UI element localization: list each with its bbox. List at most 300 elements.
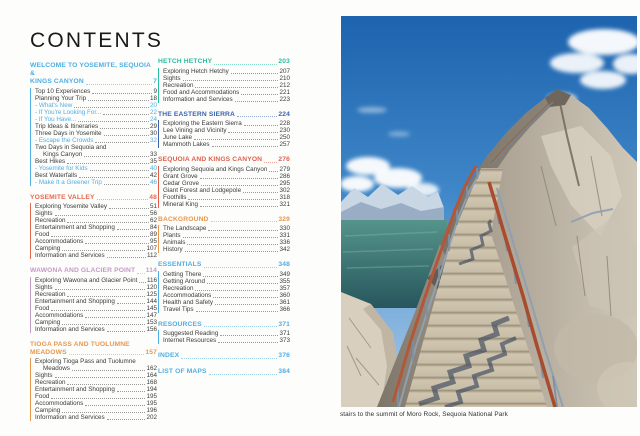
toc-item-label: Exploring Wawona and Glacier Point [35,276,138,284]
dotted-leader [117,229,149,230]
toc-item-page: 230 [279,127,290,134]
section-items [158,271,290,313]
dotted-leader [79,177,149,178]
section-title-row [30,194,157,202]
toc-item-page: 20 [149,101,157,109]
dotted-leader [187,244,278,245]
toc-item-page: 145 [146,304,157,312]
dotted-leader [107,419,146,420]
dotted-leader [51,236,149,237]
dotted-leader [212,146,279,147]
toc-item-page: 194 [146,386,157,393]
toc-item [35,291,157,298]
dotted-leader [104,184,149,185]
toc-item-label: - What's New [35,101,73,109]
toc-item [35,372,157,379]
toc-item [35,277,157,284]
dotted-leader [51,310,145,311]
toc-item [35,109,157,116]
toc-item-page: 349 [279,270,290,278]
dotted-leader [181,358,277,359]
toc-item-label: Cedar Grove [163,179,200,187]
dotted-leader [67,384,145,385]
toc-item-label: Sights [35,283,53,291]
dotted-leader [85,317,145,318]
toc-item [35,319,157,326]
section-page-number: 7 [153,78,157,85]
toc-section [30,62,157,186]
dotted-leader [209,374,278,375]
section-header [158,156,290,164]
toc-item-label: Sights [35,372,53,379]
toc-section [158,321,290,345]
dotted-leader [269,171,278,172]
section-page-number: 384 [278,368,290,375]
toc-item-label: Plants [163,232,181,239]
dotted-leader [213,297,278,298]
section-items [30,203,157,259]
toc-item-label: Getting Around [163,277,206,285]
toc-section [158,261,290,313]
toc-item [163,166,290,173]
section-page-number: 276 [278,156,290,163]
toc-item [35,379,157,386]
toc-item-page: 153 [146,318,157,326]
toc-item-page: 35 [149,157,157,165]
dotted-leader [84,156,149,157]
toc-item [163,278,290,285]
section-items [30,358,157,421]
section-header [30,62,157,86]
section-title: MEADOWS [30,348,67,356]
toc-item-label: Exploring the Eastern Sierra [163,120,242,127]
section-title: HETCH HETCHY [158,58,213,65]
toc-item [163,232,290,239]
toc-section [158,156,290,208]
toc-item-label: Accommodations [35,311,84,319]
toc-item [163,330,290,337]
toc-item [35,298,157,305]
section-title-row [158,58,290,66]
toc-item-page: 107 [146,245,157,252]
toc-item-label: Exploring Sequoia and Kings Canyon [163,165,268,173]
dotted-leader [67,163,149,164]
toc-item-page: 357 [279,284,290,292]
toc-item-label: Mineral King [163,200,198,208]
toc-item-label: Information and Services [35,325,105,333]
toc-item [163,173,290,180]
toc-item-page: 286 [279,172,290,180]
toc-item-page: 30 [149,129,157,137]
toc-item-page: 295 [279,179,290,187]
dotted-leader [195,290,278,291]
dotted-leader [78,121,149,122]
section-page-number: 348 [278,261,290,268]
toc-item-label: Health and Safety [163,298,214,306]
toc-item-label: Planning Your Trip [35,94,87,102]
toc-column-2 [158,58,290,384]
toc-item-label: Mammoth Lakes [163,141,210,148]
toc-item [35,238,157,245]
toc-item-page: 207 [279,67,290,75]
toc-item-page: 168 [146,379,157,386]
toc-item-page: 116 [146,276,157,284]
dotted-leader [62,412,145,413]
toc-item-page: 24 [149,115,157,123]
section-title-line1: WELCOME TO YOSEMITE, SEQUOIA & [30,62,151,77]
toc-item-label: Grant Grove [163,172,198,180]
dotted-leader [90,170,149,171]
toc-item-label: Foothills [163,193,187,201]
dotted-leader [200,178,279,179]
section-header [158,261,290,269]
dotted-leader [100,128,149,129]
section-page-number: 376 [278,352,290,359]
toc-item-label: - Make It a Greener Trip [35,178,102,186]
toc-item [35,210,157,217]
toc-item [163,239,290,246]
toc-item-label: Travel Tips [163,305,194,313]
toc-item-label: Recreation [163,284,194,292]
toc-item-label: Information and Services [163,95,233,103]
toc-item-page: 342 [279,246,290,253]
dotted-leader [185,251,279,252]
section-header [158,111,290,119]
toc-item-page: 195 [146,393,157,400]
dotted-leader [92,93,152,94]
toc-item-page: 56 [149,210,157,217]
dotted-leader [95,142,149,143]
toc-item-label: Three Days in Yosemite [35,129,102,137]
toc-item [163,82,290,89]
toc-item [35,245,157,252]
toc-item-label: Food [35,231,50,238]
section-page-number: 157 [145,348,157,356]
toc-item-page: 279 [279,165,290,173]
dotted-leader [204,267,278,268]
section-header [158,321,290,329]
toc-item [163,89,290,96]
toc-item [35,102,157,109]
section-header [158,216,290,224]
toc-item-page: 212 [279,81,290,89]
toc-item-label: Entertainment and Shopping [35,386,115,393]
toc-item-page: 331 [279,232,290,239]
dotted-leader [51,398,145,399]
toc-item-label: Lee Vining and Vicinity [163,127,227,134]
section-header [30,341,157,357]
dotted-leader [86,84,152,85]
toc-item [35,144,157,151]
toc-section [158,58,290,103]
toc-item [35,95,157,102]
toc-item-label: - If You're Looking For... [35,108,102,116]
toc-item-page: 196 [146,407,157,414]
dotted-leader [204,326,278,327]
dotted-leader [85,405,145,406]
dotted-leader [203,276,278,277]
toc-item-page: 360 [279,291,290,299]
section-title: THE EASTERN SIERRA [158,110,236,118]
toc-item-page: 125 [146,290,157,298]
toc-item-label: Camping [35,407,61,414]
section-title-row [30,78,157,86]
dotted-leader [62,250,145,251]
toc-item-page: 321 [279,200,290,208]
section-title-row [158,368,290,376]
toc-item [35,217,157,224]
section-title-row [158,261,290,269]
toc-column-1 [30,62,157,429]
toc-item-page: 9 [153,87,157,95]
toc-item-label: Food [35,304,50,312]
dotted-leader [55,377,146,378]
toc-item [35,116,157,123]
toc-item-label: Camping [35,245,61,252]
toc-item [163,68,290,75]
toc-item-page: 40 [149,164,157,172]
section-title: SEQUOIA AND KINGS CANYON [158,156,263,163]
toc-item-page: 371 [279,330,290,337]
toc-item [163,96,290,103]
toc-item [163,306,290,313]
toc-item [35,305,157,312]
toc-item [163,292,290,299]
toc-item-label: Two Days in Sequoia and [35,143,107,151]
toc-item [163,75,290,82]
toc-item-label: History [163,246,183,253]
toc-item-page: 62 [149,217,157,224]
toc-item-label: Suggested Reading [163,330,219,337]
dotted-leader [241,94,278,95]
toc-item-label: Accommodations [35,400,84,407]
toc-item [163,285,290,292]
toc-item-label: Best Waterfalls [35,171,78,179]
toc-item [35,400,157,407]
toc-item-page: 195 [146,400,157,407]
dotted-leader [183,80,279,81]
section-title-line1: TIOGA PASS AND TUOLUMNE [30,340,130,348]
toc-item [35,88,157,95]
toc-item-page: 32 [149,136,157,144]
toc-item-continued [35,151,157,158]
toc-item-page: 210 [279,74,290,82]
section-title-row [158,111,290,119]
dotted-leader [107,331,146,332]
toc-item [35,358,157,365]
toc-item-page: 361 [279,298,290,306]
toc-item-label: Exploring Tioga Pass and Tuolumne [35,358,136,365]
dotted-leader [117,303,146,304]
toc-item [35,137,157,144]
toc-item [35,252,157,259]
toc-item-page: 302 [279,186,290,194]
toc-item-label: Trip Ideas & Itineraries [35,122,99,130]
toc-item-page: 144 [146,297,157,305]
section-items [158,120,290,148]
toc-item-label: Information and Services [35,414,105,421]
photo-caption: stairs to the summit of Moro Rock, Sequoia National Park [340,411,508,418]
toc-item-page: 221 [279,88,290,96]
toc-item-page: 18 [149,94,157,102]
toc-item-label: Getting There [163,270,202,278]
dotted-leader [188,199,278,200]
dotted-leader [235,101,279,102]
toc-item [163,337,290,344]
section-title-row [158,216,290,224]
section-title: WAWONA AND GLACIER POINT [30,267,136,274]
section-items [30,88,157,186]
toc-item [163,201,290,208]
toc-item-page: 33 [149,150,157,158]
toc-item [35,224,157,231]
section-title: KINGS CANYON [30,78,84,85]
toc-item [163,194,290,201]
section-title: BACKGROUND [158,215,209,223]
section-title: YOSEMITE VALLEY [30,193,95,201]
dotted-leader [55,289,146,290]
toc-item-page: 42 [149,171,157,179]
dotted-leader [62,324,145,325]
toc-item [35,203,157,210]
toc-item [35,165,157,172]
toc-item-page: 22 [149,108,157,116]
section-items [158,330,290,344]
section-header [30,194,157,202]
toc-item [35,130,157,137]
section-header [158,58,290,66]
toc-section [30,341,157,422]
toc-item [35,407,157,414]
section-page-number: 114 [145,267,157,274]
toc-item-page: 46 [149,178,157,186]
dotted-leader [72,370,146,371]
toc-item-label: Kings Canyon [43,150,83,158]
toc-item-page: 84 [149,224,157,231]
section-header [158,368,290,376]
toc-item [35,312,157,319]
dotted-leader [218,342,278,343]
toc-item-label: Best Hikes [35,157,66,165]
toc-item-page: 330 [279,225,290,232]
dotted-leader [67,222,149,223]
toc-item [35,393,157,400]
toc-section [30,194,157,260]
dotted-leader [214,64,277,65]
toc-item-page: 366 [279,305,290,313]
dotted-leader [264,162,277,163]
toc-item-page: 120 [146,283,157,291]
toc-item-label: Entertainment and Shopping [35,224,115,231]
toc-item-page: 89 [149,231,157,238]
dotted-leader [74,107,149,108]
section-title-row [30,349,157,357]
dotted-leader [220,335,278,336]
toc-item-page: 373 [279,337,290,344]
toc-item [163,127,290,134]
toc-item-label: Animals [163,239,186,246]
toc-item-page: 29 [149,122,157,130]
toc-section [30,267,157,333]
toc-item-page: 164 [146,372,157,379]
toc-item-label: Recreation [35,217,66,224]
toc-item [163,246,290,253]
toc-item-label: - Escape the Crowds [35,136,94,144]
dotted-leader [196,311,279,312]
toc-item [35,172,157,179]
dotted-leader [208,230,278,231]
dotted-leader [139,282,146,283]
dotted-leader [97,199,149,200]
section-items [30,277,157,333]
toc-item-label: Giant Forest and Lodgepole [163,186,242,194]
dotted-leader [194,139,278,140]
toc-item [163,134,290,141]
toc-item-label: Top 10 Experiences [35,87,91,95]
dotted-leader [195,87,278,88]
section-page-number: 48 [149,193,157,201]
dotted-leader [69,354,145,355]
toc-item-continued [35,365,157,372]
toc-item-page: 112 [146,252,157,259]
toc-item-label: Recreation [163,81,194,89]
dotted-leader [55,215,149,216]
toc-item-page: 147 [146,311,157,319]
section-items [158,225,290,253]
dotted-leader [243,192,278,193]
dotted-leader [207,283,278,284]
page-title: CONTENTS [30,29,164,52]
toc-item-page: 202 [146,414,157,421]
toc-item-label: - If You Have... [35,115,77,123]
section-title-row [158,156,290,164]
dotted-leader [244,125,279,126]
toc-item [163,271,290,278]
toc-item-label: Accommodations [163,291,212,299]
section-title: RESOURCES [158,320,202,328]
toc-item [35,284,157,291]
section-page-number: 203 [278,58,290,65]
toc-item-label: Internet Resources [163,337,217,344]
toc-item-page: 355 [279,277,290,285]
toc-item-page: 51 [149,203,157,210]
toc-item-label: Information and Services [35,252,105,259]
toc-item [35,326,157,333]
section-title: ESSENTIALS [158,261,202,268]
toc-item-label: Food and Accommodations [163,88,240,96]
toc-item [163,299,290,306]
toc-item-label: The Landscape [163,225,207,232]
toc-item-label: Camping [35,318,61,326]
moro-rock-photo [341,16,637,407]
dotted-leader [88,100,149,101]
toc-item-label: - Yosemite for Kids [35,164,88,172]
toc-section [158,368,290,376]
section-header [158,352,290,360]
toc-item-page: 223 [279,95,290,103]
toc-section [158,352,290,360]
dotted-leader [67,296,145,297]
toc-item [35,386,157,393]
toc-item [163,141,290,148]
toc-item-page: 250 [279,134,290,141]
dotted-leader [107,257,146,258]
toc-item-page: 228 [279,120,290,127]
section-title-row [158,352,290,360]
dotted-leader [201,185,278,186]
section-title: LIST OF MAPS [158,368,207,375]
toc-item-page: 162 [146,365,157,372]
